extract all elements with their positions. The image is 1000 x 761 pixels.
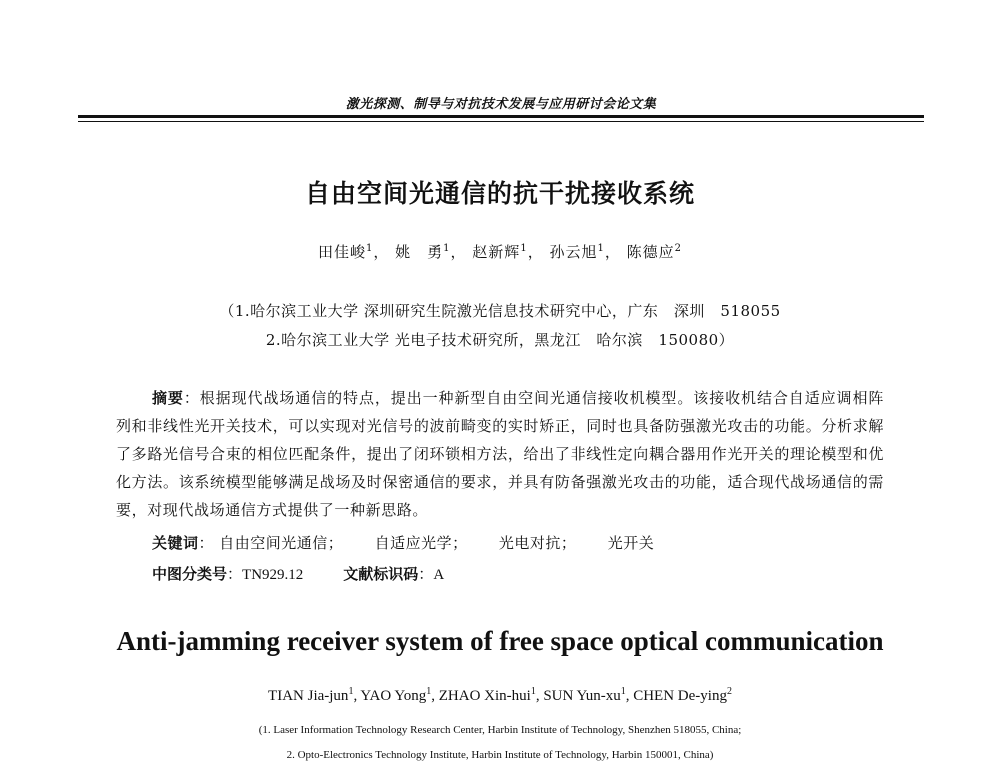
author-affiliation-mark: 1: [597, 243, 605, 254]
author-affiliation-mark: 1: [426, 686, 432, 697]
author-name: YAO Yong: [360, 688, 427, 704]
keyword: 光开关: [607, 534, 655, 552]
author-name: ZHAO Xin-hui: [438, 688, 531, 704]
keywords-label: 关键词: [152, 534, 199, 552]
chinese-affiliation-2: 2.哈尔滨工业大学 光电子技术研究所，黑龙江 哈尔滨 150080）: [265, 331, 735, 349]
author-affiliation-mark: 2: [726, 686, 732, 697]
doc-code-label: 文献标识码: [343, 565, 419, 583]
doc-code-value: A: [433, 567, 445, 583]
chinese-title: 自由空间光通信的抗干扰接收系统: [304, 179, 695, 208]
header-rule-thin: [78, 121, 924, 122]
english-affiliation-1: (1. Laser Information Technology Research Center, Harbin Institute of Technology, Shenzhen 518055, China;: [258, 724, 742, 736]
author-affiliation-mark: 1: [530, 686, 536, 697]
chinese-affiliation-1: （1.哈尔滨工业大学 深圳研究生院激光信息技术研究中心，广东 深圳 518055: [219, 302, 781, 320]
author-name: TIAN Jia-jun: [268, 688, 349, 704]
author-name: 姚 勇: [395, 243, 444, 261]
keyword: 光电对抗；: [498, 534, 577, 552]
english-authors: TIAN Jia-jun$^1$, YAO Yong$^1$, ZHAO Xin-hui$^1$, SUN Yun-$xu^1$, CHEN De-ying$^2$: [268, 686, 732, 704]
author-affiliation-mark: 2: [674, 243, 683, 254]
author-affiliation-mark: 1: [520, 243, 528, 254]
abstract-label: 摘要: [152, 389, 184, 407]
english-title: Anti-jamming receiver system of free space optical communication: [116, 626, 884, 656]
author-name: 田佳峻: [317, 243, 366, 261]
author-name: SUN Yun-xu: [543, 688, 621, 704]
author-name: CHEN De-ying: [633, 688, 727, 704]
class-code-value: TN929.12: [242, 567, 304, 583]
header-rule-thick: [78, 115, 924, 118]
chinese-authors: 田佳峻$^1$， 姚 勇$^1$， 赵新辉$^1$， 孙云旭$^1$， 陈德应$^2$: [317, 243, 683, 261]
author-affiliation-mark: 1: [443, 243, 451, 254]
keyword: 自由空间光通信；: [219, 534, 344, 552]
classification-line: 中图分类号：TN929.12 文献标识码：A: [152, 565, 445, 583]
author-name: 陈德应: [626, 243, 675, 261]
keyword: 自适应光学；: [374, 534, 468, 552]
author-affiliation-mark: 1: [348, 686, 354, 697]
chinese-keywords: 关键词： 自由空间光通信； 自适应光学； 光电对抗； 光开关: [152, 534, 655, 552]
abstract-text: 根据现代战场通信的特点，提出一种新型自由空间光通信接收机模型。该接收机结合自适应调相阵列和非线性光开关技术，可以实现对光信号的波前畸变的实时矫正，同时也具备防强激光攻击的功能。分析求解了多路光信号合束的相位匹配条件，提出了闭环锁相方法，给出了非线性定向耦合器用作光开关的理论模型和优化方法。该系统模型能够满足战场及时保密通信的要求，并具有防备强激光攻击的功能，适合现代战场通信的需要，对现代战场通信方式提供了一种新思路。: [116, 389, 884, 519]
author-name: 赵新辉: [472, 243, 521, 261]
english-affiliation-2: 2. Opto-Electronics Technology Institute, Harbin Institute of Technology, Harbin 150001, China): [286, 749, 714, 761]
author-name: 孙云旭: [549, 243, 598, 261]
chinese-abstract: 摘要：根据现代战场通信的特点，提出一种新型自由空间光通信接收机模型。该接收机结合自适应调相阵列和非线性光开关技术，可以实现对光信号的波前畸变的实时矫正，同时也具备防强激光攻击的功能。分析求解了多路光信号合束的相位匹配条件，提出了闭环锁相方法，给出了非线性定向耦合器用作光开关的理论模型和优化方法。该系统模型能够满足战场及时保密通信的要求，并具有防备强激光攻击的功能，适合现代战场通信的需要，对现代战场通信方式提供了一种新思路。: [116, 389, 884, 519]
running-header: 激光探测、制导与对抗技术发展与应用研讨会论文集: [345, 97, 657, 112]
author-affiliation-mark: 1: [620, 686, 626, 697]
class-code-label: 中图分类号: [152, 565, 228, 583]
author-affiliation-mark: 1: [365, 243, 374, 254]
